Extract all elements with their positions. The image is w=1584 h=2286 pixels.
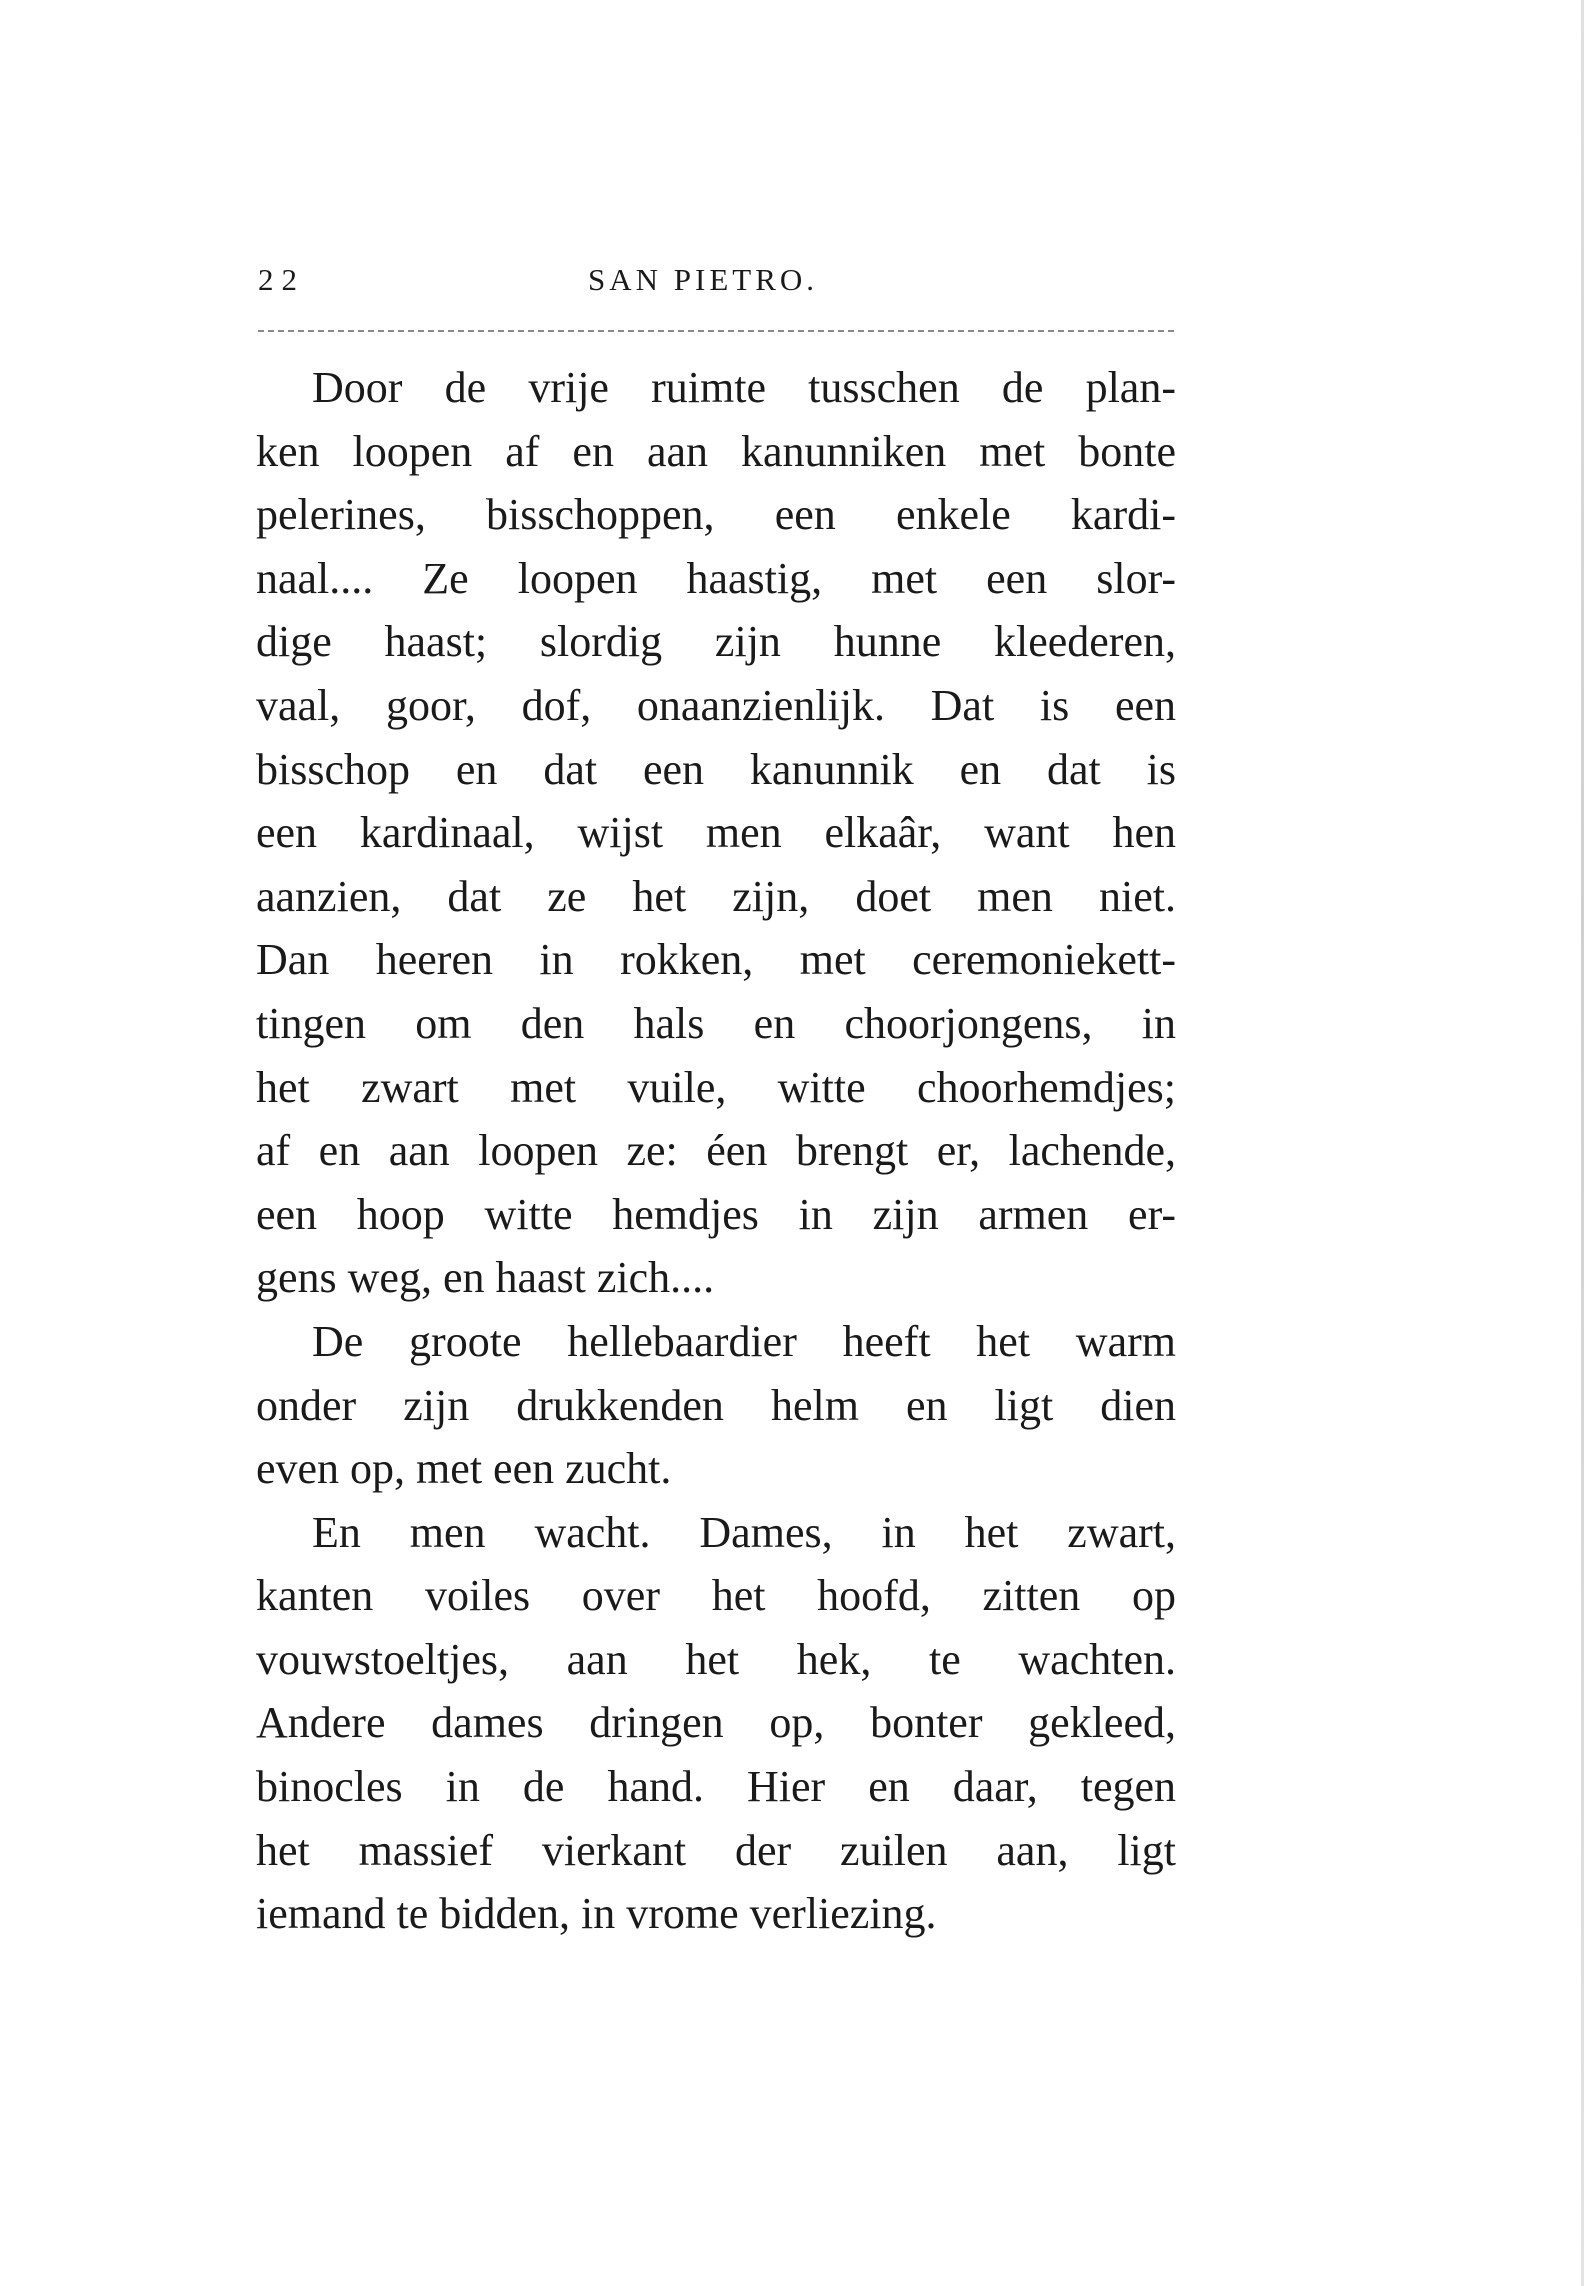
text-line: De groote hellebaardier heeft het warm xyxy=(312,1316,1176,1366)
text-line: Dan heeren in rokken, met ceremoniekett- xyxy=(256,935,1176,985)
running-head xyxy=(258,262,1174,302)
text-line: vouwstoeltjes, aan het hek, te wachten. xyxy=(256,1634,1176,1684)
text-line: het zwart met vuile, witte choorhemdjes; xyxy=(256,1062,1176,1112)
text-line: het massief vierkant der zuilen aan, ligt xyxy=(256,1825,1176,1875)
text-line: binocles in de hand. Hier en daar, tegen xyxy=(256,1762,1176,1812)
page-number: 22 xyxy=(258,262,305,297)
text-line: En men wacht. Dames, in het zwart, xyxy=(312,1507,1176,1557)
text-line: pelerines, bisschoppen, een enkele kardi- xyxy=(256,490,1176,540)
text-line: dige haast; slordig zijn hunne kleederen, xyxy=(256,617,1176,667)
text-line: kanten voiles over het hoofd, zitten op xyxy=(256,1571,1176,1621)
text-line: gens weg, en haast zich.... xyxy=(256,1253,715,1303)
header-rule xyxy=(258,330,1174,332)
text-line: Door de vrije ruimte tusschen de plan- xyxy=(312,363,1176,412)
text-line: even op, met een zucht. xyxy=(256,1444,672,1494)
text-line: aanzien, dat ze het zijn, doet men niet. xyxy=(256,871,1176,921)
text-line: naal.... Ze loopen haastig, met een slor- xyxy=(256,553,1176,603)
text-line: af en aan loopen ze: éen brengt er, lachende, xyxy=(256,1126,1176,1176)
running-title: SAN PIETRO. xyxy=(588,262,819,297)
text-line: iemand te bidden, in vrome verliezing. xyxy=(256,1889,937,1939)
text-line: vaal, goor, dof, onaanzienlijk. Dat is een xyxy=(256,680,1176,730)
text-line: onder zijn drukkenden helm en ligt dien xyxy=(256,1380,1176,1430)
text-line: tingen om den hals en choorjongens, in xyxy=(256,998,1176,1048)
text-line: Andere dames dringen op, bonter gekleed, xyxy=(256,1698,1176,1748)
body-text xyxy=(256,356,1176,1946)
text-line: een hoop witte hemdjes in zijn armen er- xyxy=(256,1189,1176,1239)
text-line: bisschop en dat een kanunnik en dat is xyxy=(256,744,1176,794)
text-line: ken loopen af en aan kanunniken met bonte xyxy=(256,426,1176,476)
text-line: een kardinaal, wijst men elkaâr, want hen xyxy=(256,808,1176,858)
